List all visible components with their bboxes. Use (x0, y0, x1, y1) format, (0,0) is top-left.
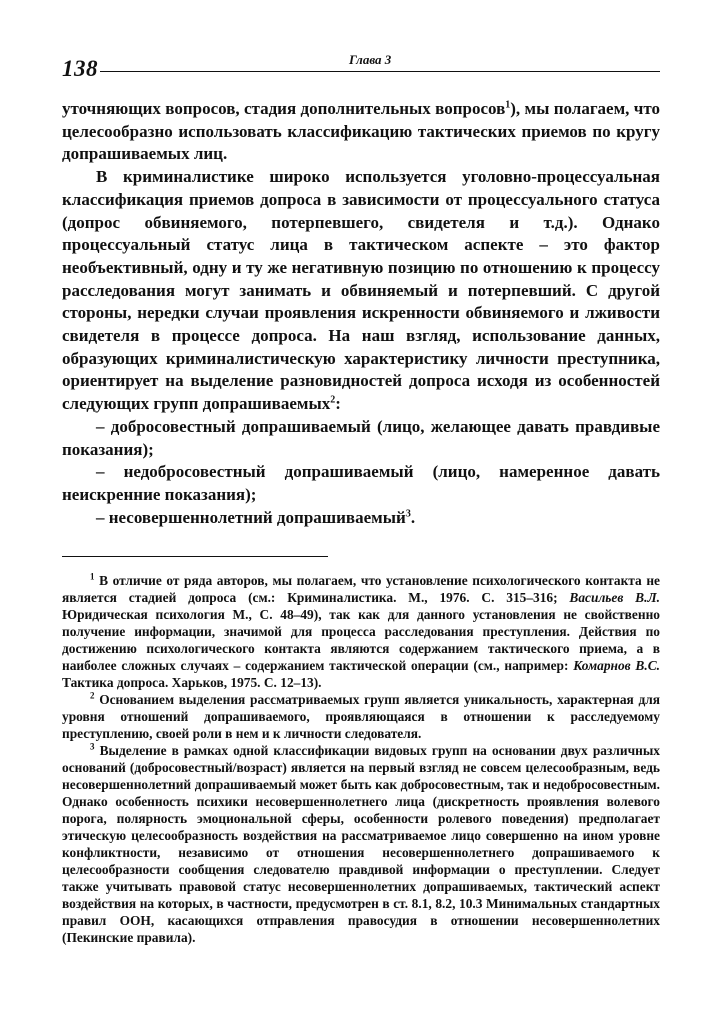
footnote-ref-3: 3 (405, 508, 411, 519)
paragraph-2: В криминалистике широко используется уголовно-процессуальная классификация приемов допроса в зависимости от процессуального статуса (допрос обвиняемого, потерпевшего, свидетеля и т.д.). Однако процессуальный статус лица в тактическом аспекте – это фактор необъективный, одну и ту же негативную позицию по отношению к процессу расследования могут занимать и обвиняемый и потерпевший. С другой стороны, нередки случаи проявления искренности обвиняемого и лживости свидетеля в процессе допроса. На наш взгляд, использование данных, образующих криминалистическую характеристику личности преступника, ориентирует на выделение разновидностей допроса исходя из особенностей следующих групп допрашиваемых$^2$: (62, 167, 660, 414)
list-item: – несовершеннолетний допрашиваемый$^3$. (96, 507, 416, 527)
header-rule (100, 71, 660, 72)
author-name: Комарнов В.С. (573, 658, 660, 673)
author-name: Васильев В.Л. (569, 590, 660, 605)
list-item: – добросовестный допрашиваемый (лицо, желающее давать правдивые показания); (62, 416, 660, 459)
chapter-title: Глава 3 (349, 52, 392, 67)
footnote-3: $^3$ Выделение в рамках одной классификации видовых групп на основании двух различных оснований (добросовестный/возраст) является на первый взгляд не совсем целесообразным, ведь несовершеннолетний допрашиваемый может быть как добросовестным, так и недобросовестным. Однако особенность психики несовершеннолетнего лица (дискретность проявления волевого порога, полярность эмоциональной сферы, особенности ролевого поведения) предполагает этическую целесообразность воздействия на рассматриваемое лицо совершенно на ином уровне конфликтности, независимо от отношения несовершеннолетнего допрашиваемого к целесообразности сообщения следователю правдивой информации о преступлении. Следует также учитывать правовой статус несовершеннолетних допрашиваемых, тактический аспект воздействия на которых, в частности, предусмотрен в ст. 8.1, 8.2, 10.3 Минимальных стандартных правил ООН, касающихся отправления правосудия в отношении несовершеннолетних (Пекинские правила). (62, 741, 660, 945)
footnotes (62, 572, 660, 946)
footnote-2: $^2$ Основанием выделения рассматриваемых групп является уникальность, характерная для уровня отношений допрашиваемого, проявляющаяся в отношении к расследуемому преступлению, своей роли в нем и к личности следователя. (62, 690, 660, 741)
footnote-ref-1: 1 (505, 99, 511, 111)
footnote-ref-2: 2 (330, 394, 336, 406)
paragraph-1: уточняющих вопросов, стадия дополнительных вопросов$^1$), мы полагаем, что целесообразно использовать классификацию тактических приемов по кругу допрашиваемых лиц. (62, 99, 660, 164)
page-number: 138 (62, 56, 98, 81)
running-header (62, 52, 660, 84)
main-text (62, 98, 660, 529)
footnote-separator (62, 556, 328, 557)
list-item: – недобросовестный допрашиваемый (лицо, намеренное давать неискренние показания); (62, 462, 660, 504)
footnote-1: $^1$ В отличие от ряда авторов, мы полагаем, что установление психологического контакта не является стадией допроса (см.: Криминалистика. М., 1976. С. 315–316; Васильев В.Л. Юридическая психология М., С. 48–49), так как для данного установления не свойственно получение информации, значимой для процесса расследования преступления. Действия по достижению психологического контакта являются содержанием тактического приема, а в наиболее сложных случаях – содержанием тактической операции (см., например: Комарнов В.С. Тактика допроса. Харьков, 1975. С. 12–13). (62, 571, 660, 690)
